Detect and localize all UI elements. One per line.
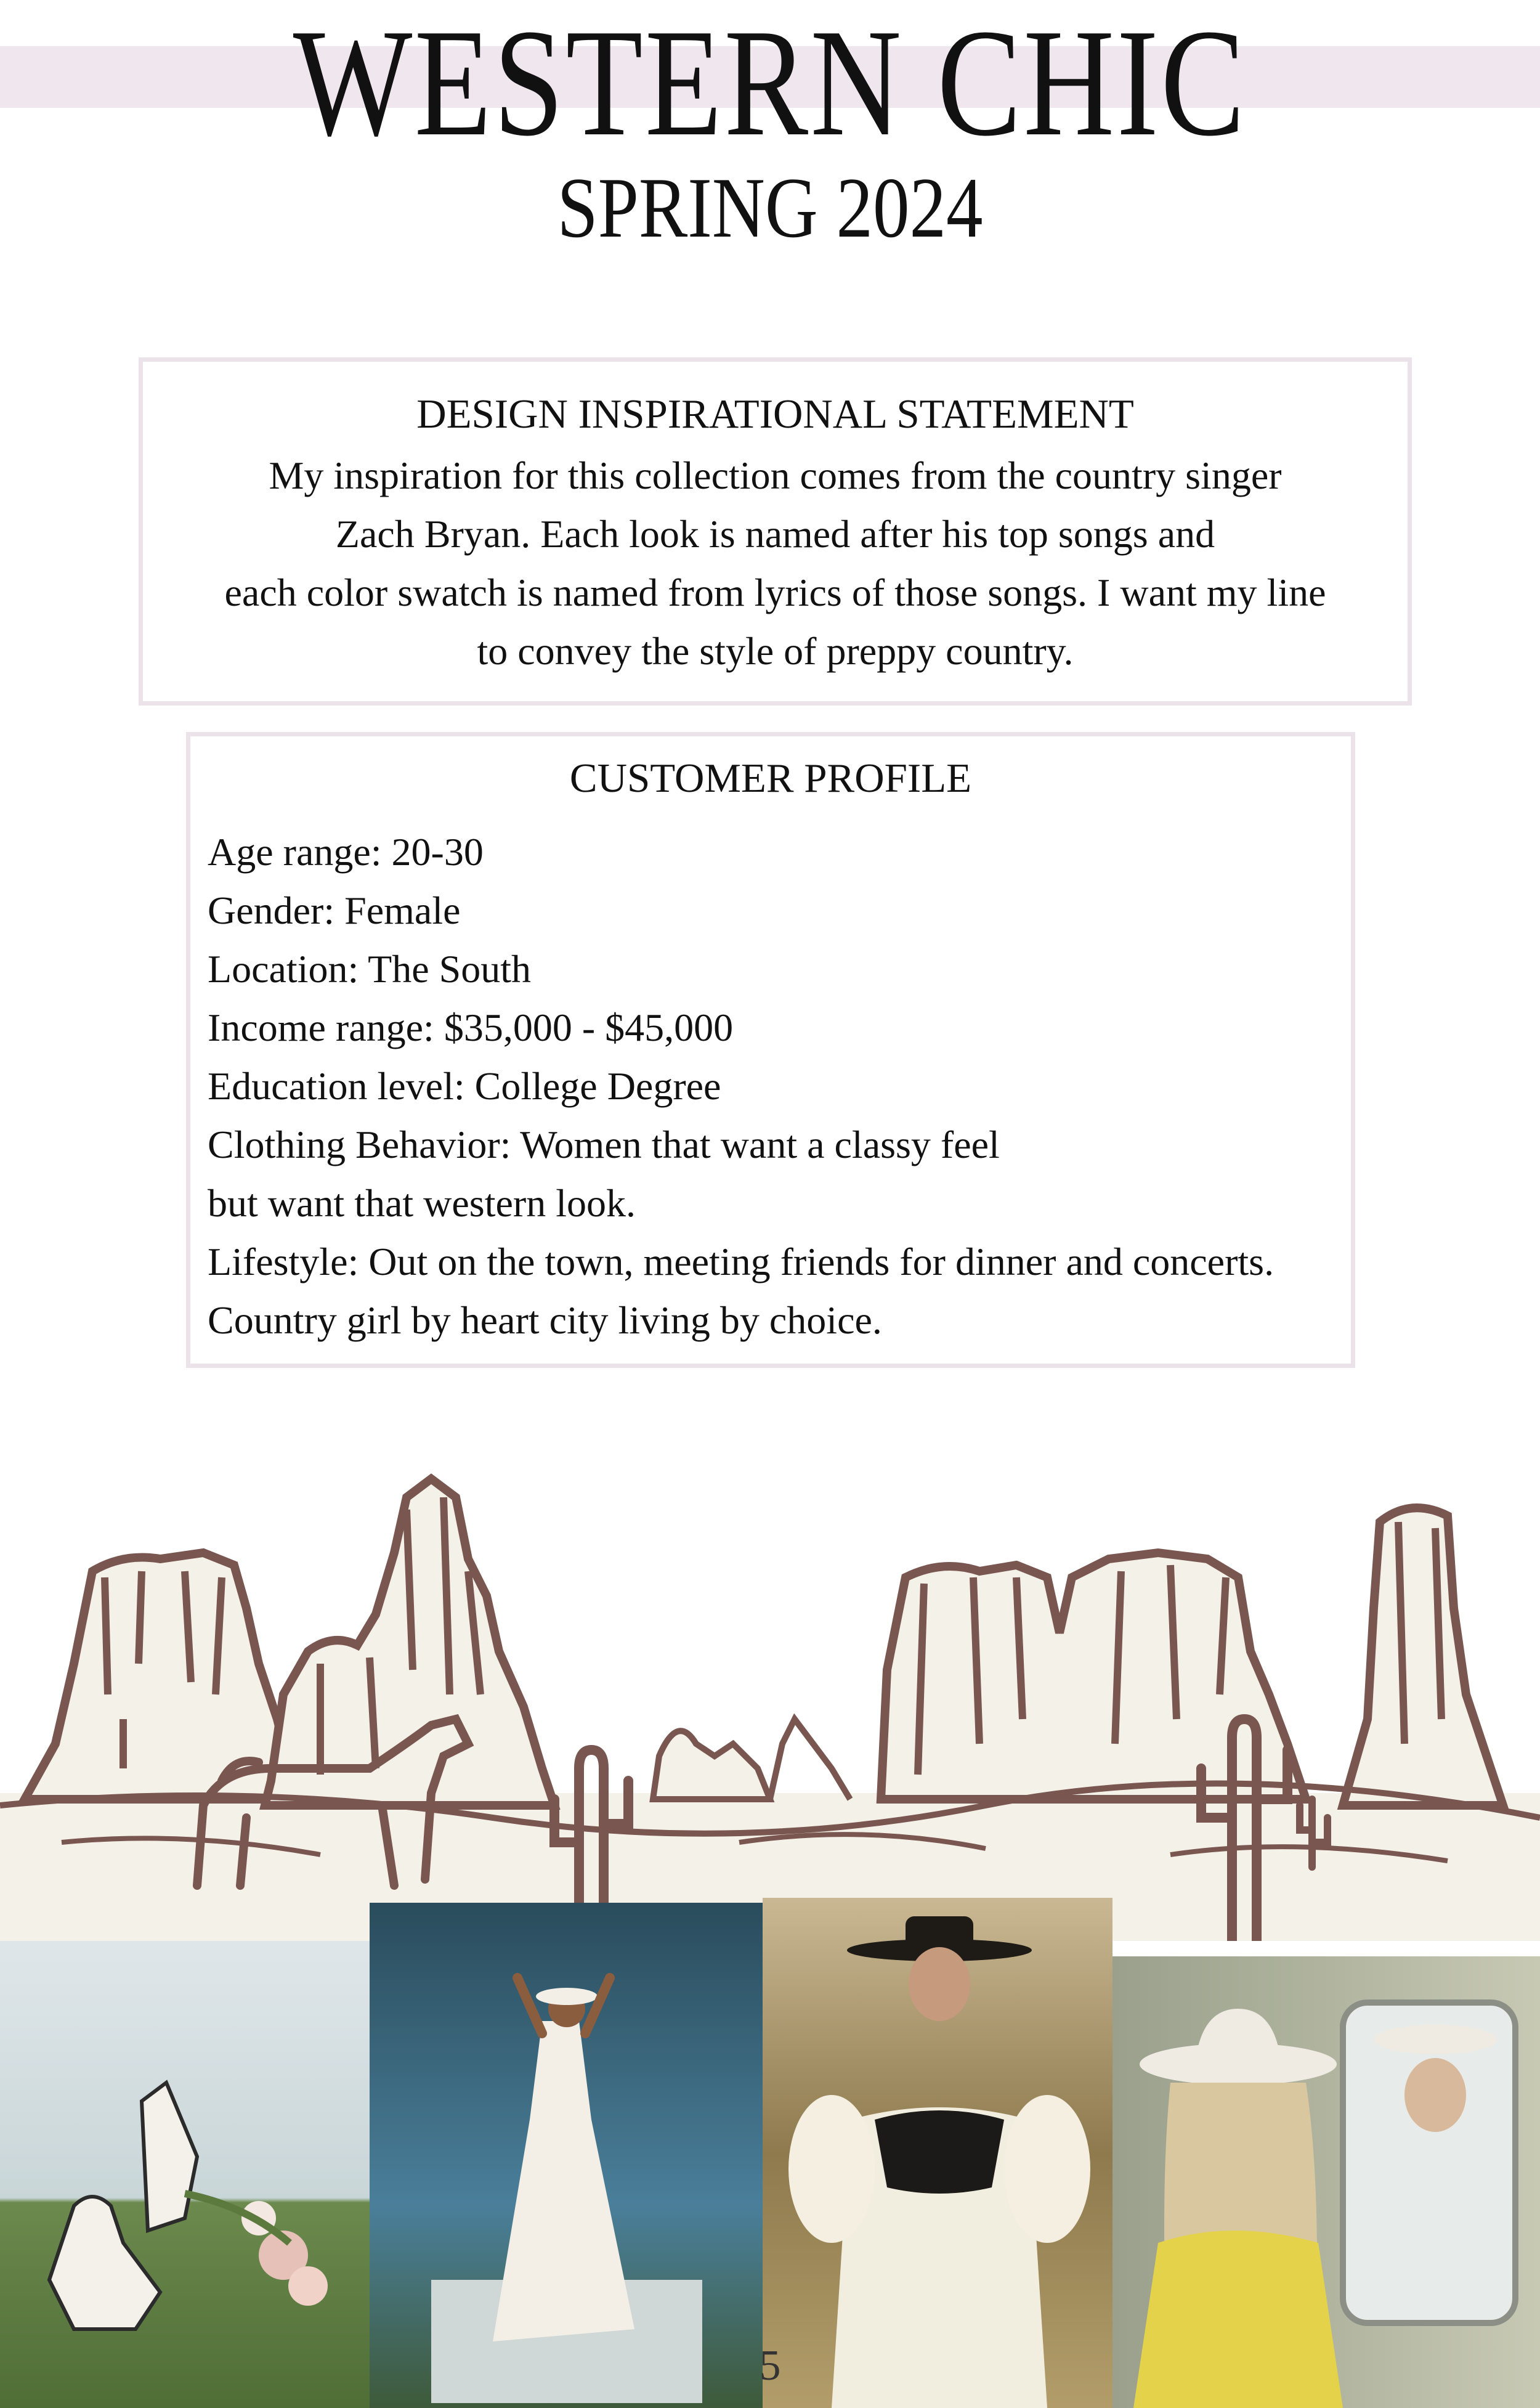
page-subtitle: SPRING 2024: [557, 160, 983, 256]
right-mesas: [881, 1553, 1306, 1799]
page-number: 5: [759, 2342, 781, 2390]
photo-boots-bouquet: [0, 1941, 370, 2408]
photo-white-gown: [763, 1898, 1112, 2408]
photo-collage: [0, 1898, 1540, 2408]
desert-landscape-illustration: [0, 1374, 1540, 1941]
profile-clothing-behavior-cont: but want that western look.: [208, 1181, 636, 1225]
statement-line: to convey the style of preppy country.: [477, 629, 1074, 673]
right-spire: [1343, 1508, 1503, 1805]
profile-gender: Gender: Female: [208, 889, 461, 932]
profile-lifestyle: Lifestyle: Out on the town, meeting friends for dinner and concerts.: [208, 1240, 1275, 1283]
design-statement-box: [139, 357, 1412, 706]
design-statement-heading: DESIGN INSPIRATIONAL STATEMENT: [416, 391, 1134, 437]
profile-education: Education level: College Degree: [208, 1064, 721, 1108]
statement-line: My inspiration for this collection comes from the country singer: [269, 454, 1282, 497]
customer-profile-box: [186, 732, 1355, 1368]
customer-profile-heading: CUSTOMER PROFILE: [569, 755, 972, 801]
profile-clothing-behavior: Clothing Behavior: Women that want a classy feel: [208, 1123, 1000, 1166]
distant-arch: [653, 1731, 770, 1799]
profile-age-range: Age range: 20-30: [208, 830, 484, 874]
photo-hat-mirror: [1112, 1956, 1540, 2408]
page-title: WESTERN CHIC: [293, 0, 1247, 168]
profile-lifestyle-cont: Country girl by heart city living by choice.: [208, 1298, 882, 1342]
photo-fringe-dress: [370, 1903, 763, 2408]
statement-line: Zach Bryan. Each look is named after his top songs and: [335, 512, 1215, 556]
statement-line: each color swatch is named from lyrics of those songs. I want my line: [224, 571, 1326, 614]
profile-income-range: Income range: $35,000 - $45,000: [208, 1006, 734, 1049]
left-mesa: [25, 1553, 308, 1799]
profile-location: Location: The South: [208, 947, 531, 991]
